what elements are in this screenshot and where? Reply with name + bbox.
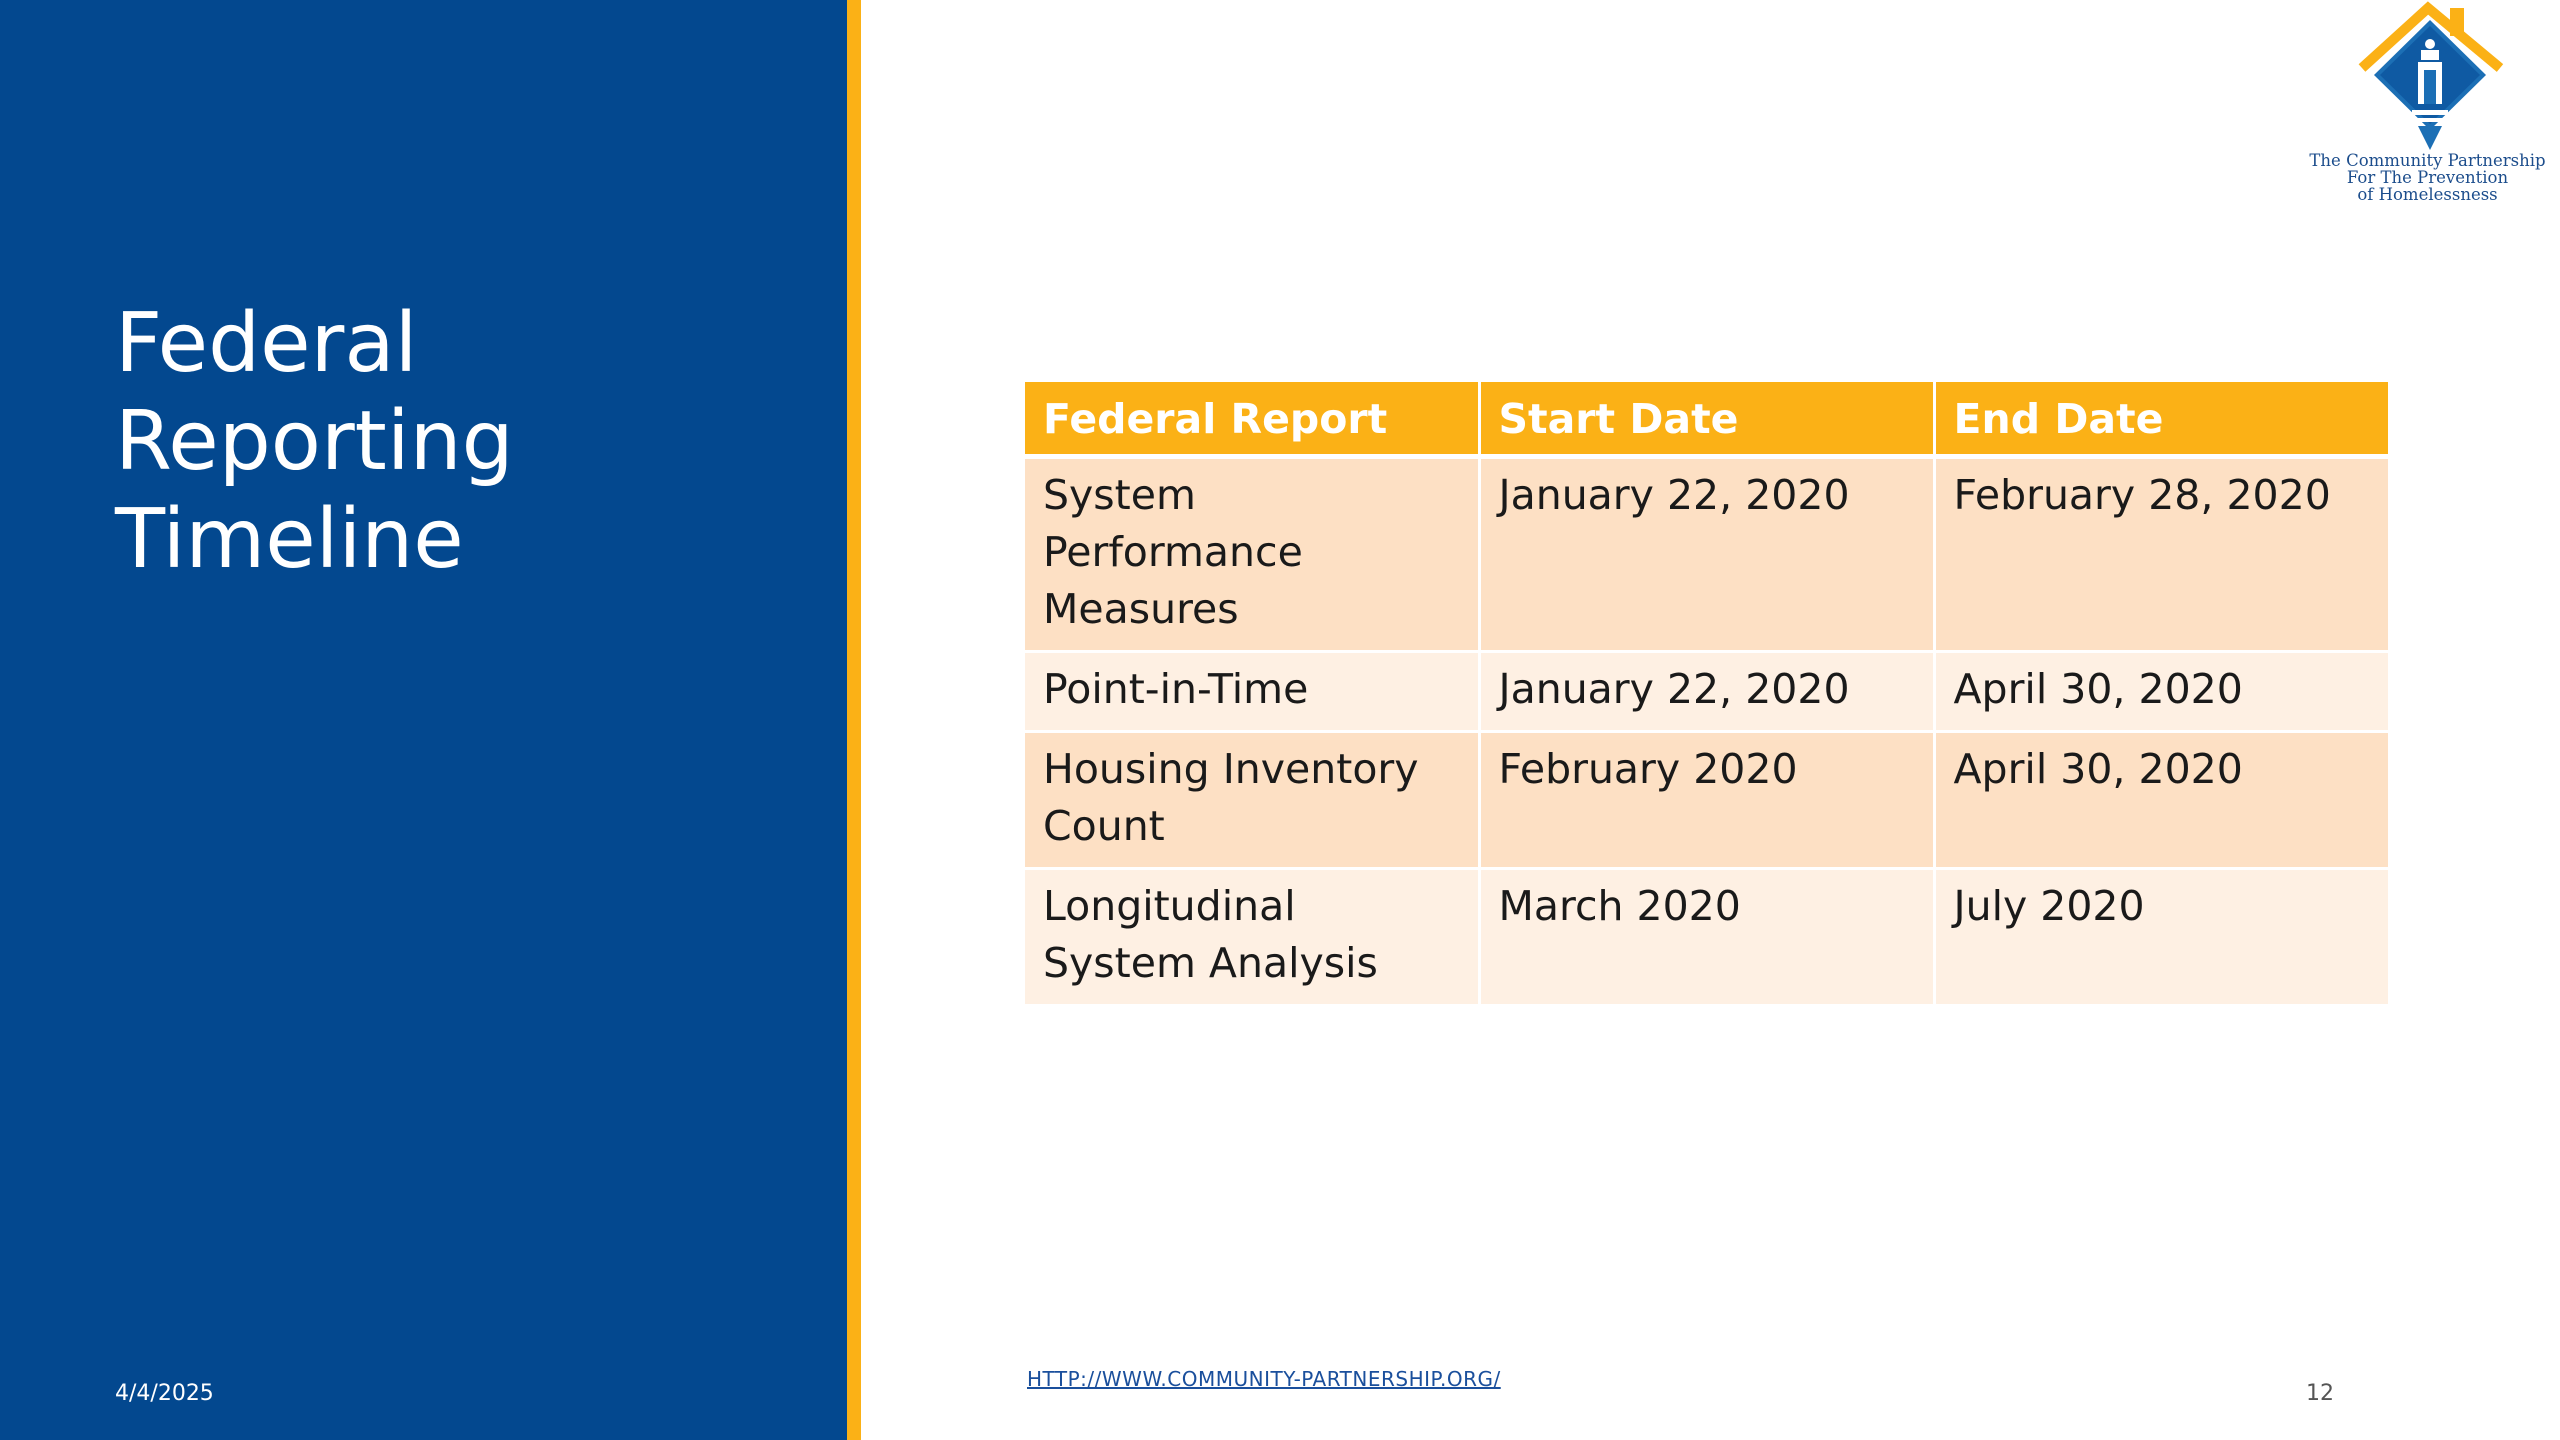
cell-end-date: April 30, 2020 [1934, 732, 2388, 869]
page-number: 12 [2306, 1381, 2334, 1406]
cell-start-date: January 22, 2020 [1479, 457, 1934, 652]
federal-reports-table [1025, 382, 2388, 1007]
cell-end-date: February 28, 2020 [1934, 457, 2388, 652]
column-header-end-date: End Date [1934, 382, 2388, 457]
table-row [1025, 732, 2388, 869]
column-header-start-date: Start Date [1479, 382, 1934, 457]
table-row [1025, 652, 2388, 732]
title-line: Federal [115, 296, 418, 391]
title-line: Reporting [115, 394, 514, 489]
title-line: Timeline [115, 492, 464, 587]
table-row [1025, 457, 2388, 652]
accent-bar [847, 0, 861, 1440]
cell-report-name: Housing Inventory Count [1025, 732, 1479, 869]
logo-caption-line: The Community Partnership [2309, 151, 2546, 170]
cell-report-name: Point-in-Time [1025, 652, 1479, 732]
logo-caption-line: For The Prevention [2346, 168, 2509, 187]
slide-title [115, 295, 795, 589]
title-panel [0, 0, 847, 1440]
organization-logo [2300, 0, 2555, 215]
cell-end-date: April 30, 2020 [1934, 652, 2388, 732]
cell-start-date: February 2020 [1479, 732, 1934, 869]
logo-caption-line: of Homelessness [2357, 185, 2498, 204]
table-header-row [1025, 382, 2388, 457]
cell-start-date: January 22, 2020 [1479, 652, 1934, 732]
website-link[interactable]: HTTP://WWW.COMMUNITY-PARTNERSHIP.ORG/ [1027, 1367, 1501, 1391]
cell-report-name: Longitudinal System Analysis [1025, 869, 1479, 1006]
table-row [1025, 869, 2388, 1006]
cell-start-date: March 2020 [1479, 869, 1934, 1006]
cell-report-name: System Performance Measures [1025, 457, 1479, 652]
column-header-federal-report: Federal Report [1025, 382, 1479, 457]
slide-date: 4/4/2025 [115, 1381, 214, 1406]
cell-end-date: July 2020 [1934, 869, 2388, 1006]
logo-caption [2300, 152, 2555, 203]
house-diamond-logo-icon [2300, 0, 2555, 155]
